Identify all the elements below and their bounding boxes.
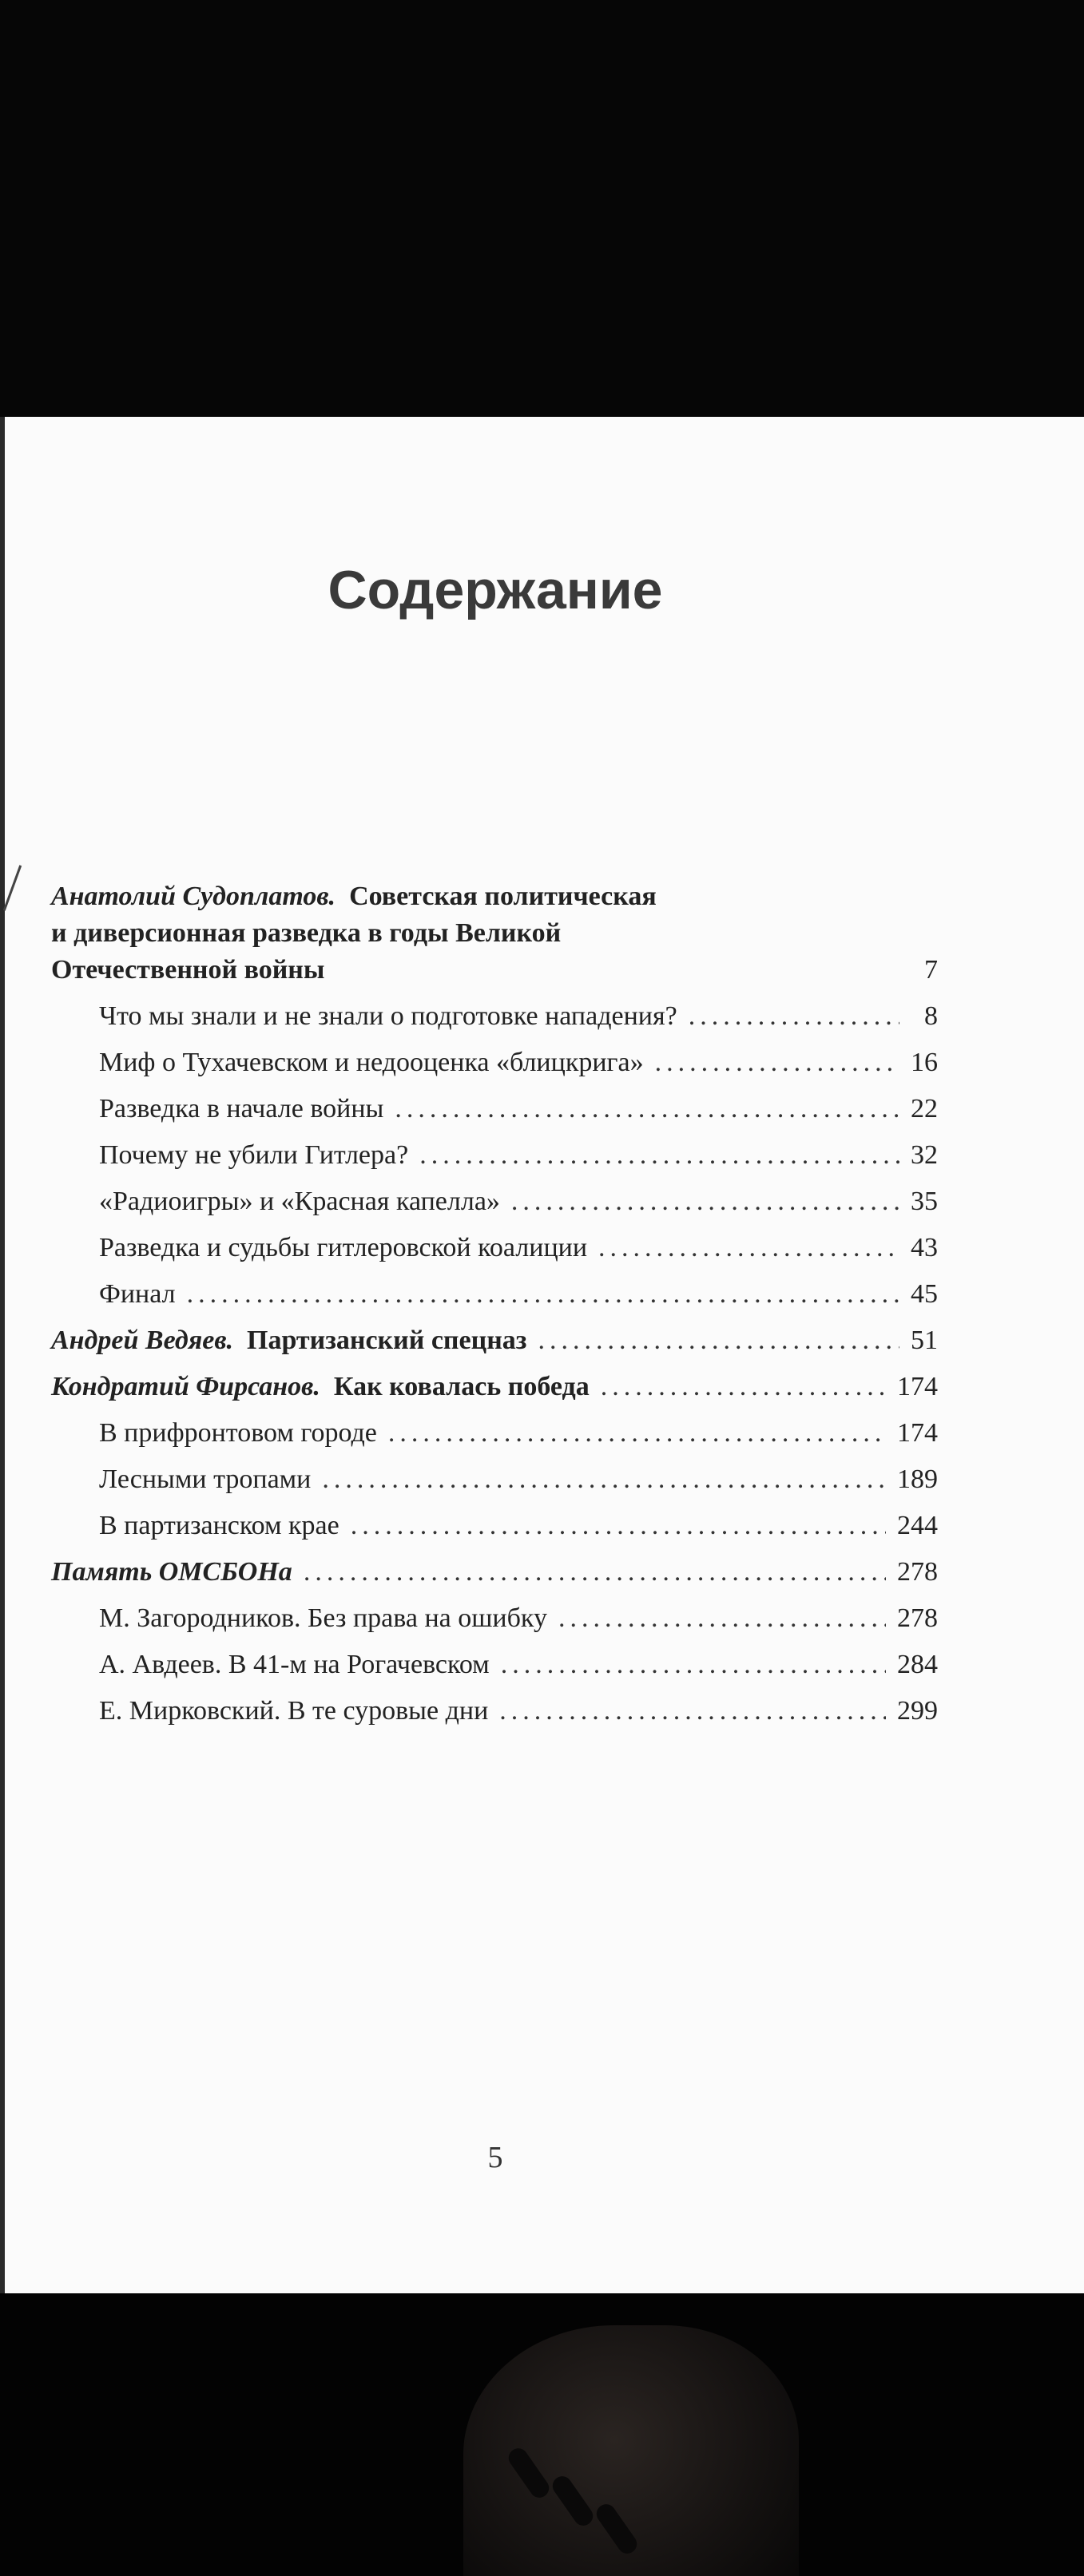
- page-ref: 45: [911, 1279, 938, 1309]
- toc-subentry: [51, 1456, 938, 1503]
- page-ref: 35: [911, 1187, 938, 1216]
- dot-leader: [187, 1271, 899, 1318]
- page-ref: 8: [924, 1001, 938, 1031]
- page-ref: 16: [911, 1048, 938, 1077]
- page-edge-mark: [3, 865, 22, 910]
- dot-leader: [395, 1086, 899, 1132]
- section-title: Как ковалась победа: [333, 1372, 590, 1401]
- subentry-title: Что мы знали и не знали о подготовке нападения?: [99, 1001, 677, 1031]
- dot-leader: [601, 1364, 886, 1410]
- subentry-title: Миф о Тухачевском и недооценка «блицкрига»: [99, 1048, 644, 1077]
- dot-leader: [351, 1503, 886, 1549]
- dot-leader: [499, 1688, 886, 1734]
- subentry-title: В партизанском крае: [99, 1511, 339, 1540]
- page-ref: 299: [897, 1696, 938, 1726]
- toc-entry: [51, 1549, 938, 1595]
- toc-entry: [51, 1364, 938, 1410]
- dot-leader: [538, 1318, 899, 1364]
- toc-subentry: [51, 1410, 938, 1456]
- page-ref: 7: [924, 955, 938, 985]
- section-author: Память ОМСБОНа: [51, 1557, 292, 1587]
- dot-leader: [558, 1595, 886, 1642]
- subentry-title: А. Авдеев. В 41-м на Рогачевском: [99, 1650, 490, 1679]
- entry-heading: [51, 1364, 590, 1410]
- subentry-title: Е. Мирковский. В те суровые дни: [99, 1696, 489, 1726]
- background-bottom: [0, 2293, 1084, 2576]
- page-number: 5: [487, 2141, 503, 2174]
- section-author: Андрей Ведяев.: [51, 1326, 234, 1355]
- toc-subentry: [51, 1688, 938, 1734]
- toc-subentry: [51, 1040, 938, 1086]
- dot-leader: [501, 1642, 886, 1688]
- hand-shadow-detail: [505, 2444, 553, 2501]
- subentry-title: Разведка в начале войны: [99, 1094, 384, 1124]
- page-ref: 43: [911, 1233, 938, 1262]
- subentry-title: «Радиоигры» и «Красная капелла»: [99, 1187, 500, 1216]
- toc-subentry: [51, 1132, 938, 1179]
- subentry-title: Лесными тропами: [99, 1464, 312, 1494]
- dot-leader: [598, 1225, 899, 1271]
- toc-subentry: [51, 1642, 938, 1688]
- subentry-title: М. Загородников. Без права на ошибку: [99, 1603, 547, 1633]
- background-top: [0, 0, 1084, 417]
- section-title-continued: Отечественной войны: [51, 955, 325, 985]
- toc-subentry: [51, 1503, 938, 1549]
- page-ref: 189: [897, 1464, 938, 1494]
- table-of-contents: [51, 878, 938, 1734]
- hand-shadow-detail: [593, 2500, 641, 2557]
- hand-shadow: [463, 2325, 799, 2576]
- subentry-title: В прифронтовом городе: [99, 1418, 377, 1448]
- section-title-continued: и диверсионная разведка в годы Великой: [51, 918, 562, 948]
- dot-leader: [304, 1549, 886, 1595]
- section-title: Советская политическая: [349, 882, 657, 911]
- toc-section-header: [51, 878, 938, 915]
- dot-leader: [689, 993, 899, 1040]
- page-ref: 174: [897, 1372, 938, 1401]
- toc-subentry: [51, 1086, 938, 1132]
- toc-subentry: [51, 1225, 938, 1271]
- page-ref: 244: [897, 1511, 938, 1540]
- page-ref: 174: [897, 1418, 938, 1448]
- page-ref: 278: [897, 1557, 938, 1587]
- toc-subentry: [51, 1595, 938, 1642]
- dot-leader: [322, 1456, 886, 1503]
- page-title: Содержание: [328, 560, 663, 620]
- dot-leader: [655, 1040, 899, 1086]
- entry-heading: [51, 1318, 526, 1364]
- section-author: Анатолий Судоплатов.: [51, 882, 336, 911]
- page-ref: 22: [911, 1094, 938, 1124]
- toc-subentry: [51, 1271, 938, 1318]
- hand-shadow-detail: [549, 2472, 597, 2529]
- toc-entry: [51, 952, 938, 989]
- dot-leader: [388, 1410, 886, 1456]
- toc-entry: [51, 1318, 938, 1364]
- toc-subentry: [51, 1179, 938, 1225]
- subentry-title: Разведка и судьбы гитлеровской коалиции: [99, 1233, 588, 1262]
- page-ref: 284: [897, 1650, 938, 1679]
- subentry-title: Почему не убили Гитлера?: [99, 1140, 409, 1170]
- section-author: Кондратий Фирсанов.: [51, 1372, 320, 1401]
- page-ref: 278: [897, 1603, 938, 1633]
- dot-leader: [511, 1179, 899, 1225]
- subentry-title: Финал: [99, 1279, 176, 1309]
- page-ref: 51: [911, 1326, 938, 1355]
- page-ref: 32: [911, 1140, 938, 1170]
- dot-leader: [419, 1132, 899, 1179]
- section-title: Партизанский спецназ: [247, 1326, 527, 1355]
- toc-subentry: [51, 993, 938, 1040]
- toc-section: [51, 878, 938, 1318]
